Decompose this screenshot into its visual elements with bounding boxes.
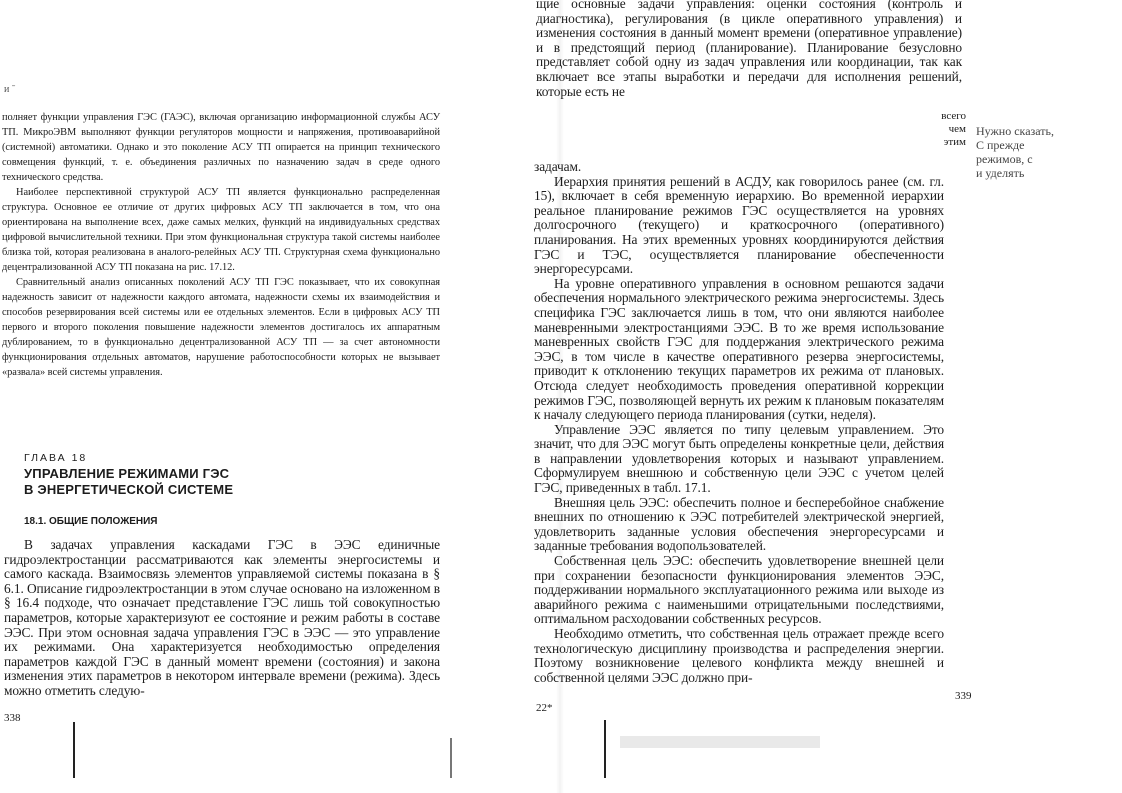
left-page	[0, 0, 560, 793]
tail-line: задачам.	[534, 159, 582, 174]
scan-artifact-line	[73, 722, 75, 778]
top-paragraph: щие основные задачи управления: оценки состояния (контроль и диагностика), регулирования (в цикле оперативного управления) и изменения состояния в данный момент времени (оперативное управление) и в предстоящий период (планирование). Планирование безусловно представляет собой одну из задач управления или координации, так как включает все этапы выработки и передачи для исполнения решений, которые есть не	[536, 0, 962, 99]
chapter-body	[4, 538, 440, 699]
right-page	[534, 0, 1122, 793]
margin-line: С прежде	[976, 138, 1025, 152]
scan-artifact-line	[450, 738, 452, 778]
overlay-fragment	[932, 110, 966, 149]
hierarchy-paragraph: Иерархия принятия решений в АСДУ, как говорилось ранее (см. гл. 15), включает в себя временную иерархию. Во временной иерархии реальное планирование режимов ГЭС осуществляется на уровнях долгосрочного (текущего) и краткосрочного (оперативного) планирования. На этих временных уровнях координируются действия ГЭС и ТЭС, осуществляется планирование обеспеченности энергоресурсами.	[534, 173, 944, 277]
top-text	[536, 0, 962, 107]
margin-fragment	[976, 124, 1122, 180]
intro-text	[2, 110, 440, 380]
signature-mark: 22*	[536, 702, 553, 714]
margin-line: режимов, с	[976, 152, 1033, 166]
overlay-word: всего	[941, 110, 966, 122]
body-paragraph: В задачах управления каскадами ГЭС в ЭЭС единичные гидроэлектростанции рассматриваются как элементы энергосистемы и самого каскада. Взаимосвязь элементов управляемой системы показана в § 6.1. Описание гидроэлектростанции в этом случае основано на изложенном в § 16.4 подходе, что означает представление ГЭС лишь той совокупностью параметров, которые характеризуют ее состояние и режим работы в составе ЭЭС. При этом основная задача управления ГЭС в ЭЭС — это управление их режимами. Она характеризуется необходимостью определения параметров каждой ГЭС в данный момент времени (состояния) и закона изменения этих параметров в некотором интервале времени (режима). Здесь можно отметить следую-	[4, 537, 440, 698]
main-text	[534, 160, 944, 685]
external-goal-paragraph: Внешняя цель ЭЭС: обеспечить полное и бесперебойное снабжение внешних по отношению к ЭЭС потребителей электрической энергией, удовлетворить заданные условия обеспечения энергоресурсами и заданные требования водопользователей.	[534, 494, 944, 554]
scan-speck: и ˉ	[4, 84, 16, 95]
overlay-word: этим	[943, 136, 966, 148]
own-goal-paragraph: Собственная цель ЭЭС: обеспечить удовлетворение внешней цели при сохранении безопасности функционирования элементов ЭЭС, поддерживании нормального эксплуатационного режима или выходе из аварийного режима с наименьшими отрицательными последствиями, оптимальном расходовании собственных ресурсов.	[534, 553, 944, 627]
conclusion-paragraph: Необходимо отметить, что собственная цель отражает прежде всего технологическую дисциплину производства и распределения энергии. Поэтому возникновение целевого конфликта между внешней и собственной целями ЭЭС должно при-	[534, 626, 944, 685]
scan-artifact-line	[604, 720, 606, 778]
page-number-right: 339	[955, 690, 972, 702]
section-title: 18.1. ОБЩИЕ ПОЛОЖЕНИЯ	[24, 516, 158, 527]
intro-paragraph-3: Сравнительный анализ описанных поколений АСУ ТП ГЭС показывает, что их совокупная надежность зависит от надежности каждого автомата, надежности схемы их взаимодействия и способов резервирования всей системы или ее отдельных элементов. Если в цифровых АСУ ТП первого и второго поколения повышение надежности элементов достигалось их аппаратным дублированием, то в функционально децентрализованной АСУ ТП — за счет автономности функционирования отдельных автоматов, нарушение работоспособности которых не вызывает «развала» всей системы управления.	[2, 277, 440, 378]
chapter-title-line-2: В ЭНЕРГЕТИЧЕСКОЙ СИСТЕМЕ	[24, 482, 234, 497]
margin-line: Нужно сказать,	[976, 124, 1054, 138]
operative-control-paragraph: На уровне оперативного управления в основном решаются задачи обеспечения нормального электрического режима энергосистемы. Здесь специфика ГЭС заключается лишь в том, что они являются наиболее маневренными электростанциями ЭЭС. В то же время использование маневренных свойств ГЭС для поддержания электрического режима ЭЭС, в том числе в качестве оперативного резерва энергосистемы, приводит к отклонению текущих параметров их режима от плановых. Отсюда следует необходимость проведения оперативной коррекции режимов ГЭС, позволяющей вернуть их режим к плановым показателям к началу следующего периода планирования (сутки, неделя).	[534, 275, 944, 423]
chapter-title	[24, 466, 233, 498]
target-control-paragraph: Управление ЭЭС является по типу целевым управлением. Это значит, что для ЭЭС могут быть определены конкретные цели, действия в направлении удовлетворения которых и называют управлением. Сформулируем внешнюю и собственную цели ЭЭС с учетом целей ГЭС, приведенных в табл. 17.1.	[534, 421, 944, 496]
chapter-title-line-1: УПРАВЛЕНИЕ РЕЖИМАМИ ГЭС	[24, 466, 230, 481]
intro-paragraph-2: Наиболее перспективной структурой АСУ ТП является функционально распределенная структура. Основное ее отличие от других цифровых АСУ ТП заключается в том, что она ориентирована на выполнение всех, даже самых мелких, функций на индивидуальных средствах цифровой вычислительной техники. При этом функциональная структура такой системы наиболее близка той, которая реализована в аналого-релейных АСУ ТП. Структурная схема функционально децентрализованной АСУ ТП показана на рис. 17.12.	[2, 187, 440, 273]
margin-line: и уделять	[976, 166, 1025, 180]
chapter-label: ГЛАВА 18	[24, 452, 88, 464]
intro-paragraph-1: полняет функции управления ГЭС (ГАЭС), включая организацию информационной службы АСУ ТП. МикроЭВМ выполняют функции регуляторов мощности и напряжения, противоаварийной (системной) автоматики. Однако и это поколение АСУ ТП опирается на принцип технического совмещения функций, т. е. объединения различных по назначению задач в среде одного технического средства.	[2, 112, 440, 183]
overlay-word: чем	[948, 123, 966, 135]
scan-bleed	[620, 736, 820, 748]
page-number-left: 338	[4, 712, 21, 724]
